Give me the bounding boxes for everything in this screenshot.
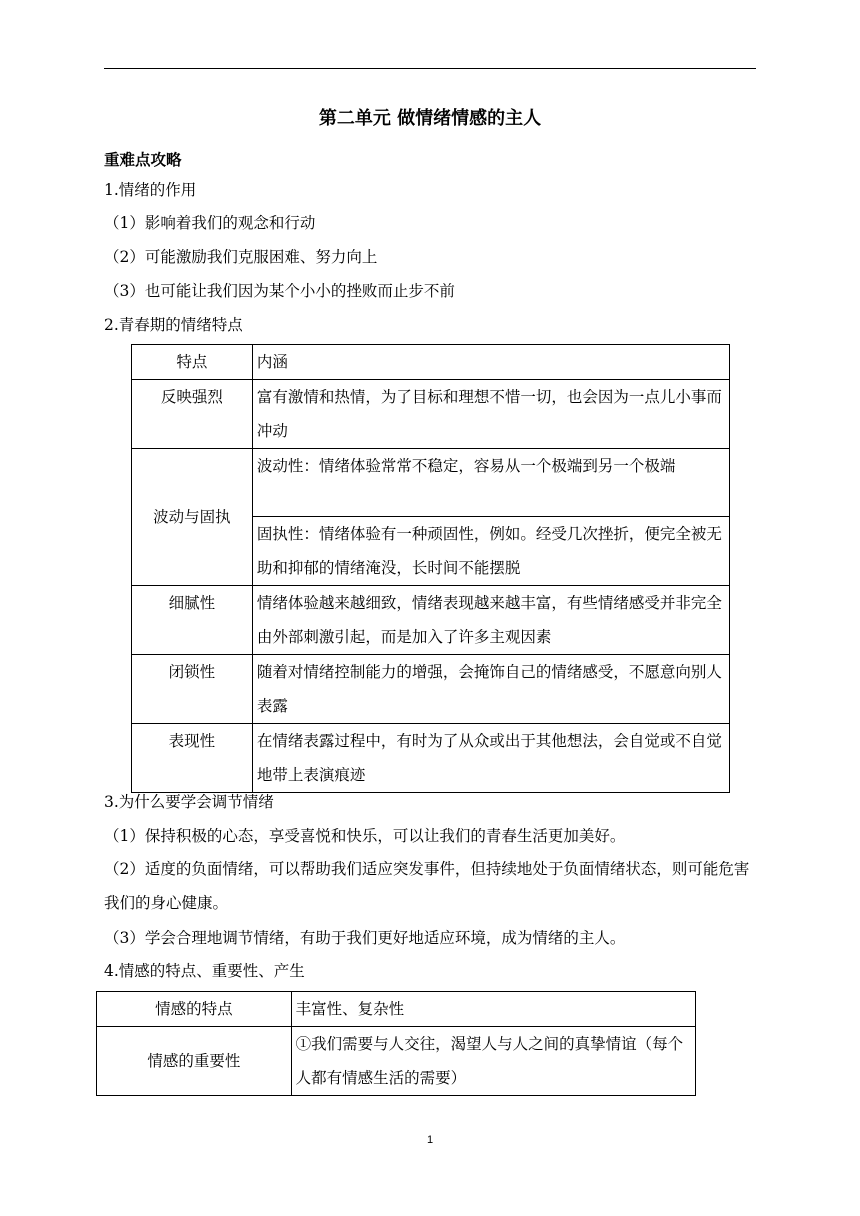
table-row — [132, 449, 730, 517]
page-title: 第二单元 做情绪情感的主人 — [318, 108, 542, 129]
s1-item: （1）影响着我们的观念和行动 — [104, 214, 316, 232]
table-row — [97, 992, 696, 1027]
trait-name-cell: 闭锁性 — [132, 655, 253, 724]
table-header-cell: 内涵 — [252, 345, 729, 380]
feelings-table — [96, 991, 696, 1096]
trait-name-cell: 反映强烈 — [132, 380, 253, 449]
table-row — [132, 380, 730, 449]
s3-item: （3）学会合理地调节情绪，有助于我们更好地适应环境，成为情绪的主人。 — [104, 929, 626, 947]
feeling-value-cell: 丰富性、复杂性 — [291, 992, 695, 1027]
trait-desc-cell: 波动性：情绪体验常常不稳定，容易从一个极端到另一个极端 — [252, 449, 729, 517]
trait-desc-cell: 情绪体验越来越细致，情绪表现越来越丰富，有些情绪感受并非完全由外部刺激引起，而是加入了许多主观因素 — [252, 586, 729, 655]
s1-heading: 1.情绪的作用 — [104, 181, 197, 199]
trait-name-cell: 波动与固执 — [132, 449, 253, 586]
trait-desc-cell: 富有激情和热情，为了目标和理想不惜一切，也会因为一点儿小事而冲动 — [252, 380, 729, 449]
table-row — [132, 655, 730, 724]
feeling-key-cell: 情感的重要性 — [97, 1027, 292, 1096]
table-row — [132, 724, 730, 793]
s1-item: （2）可能激励我们克服困难、努力向上 — [104, 248, 378, 266]
emotion-traits-table — [131, 344, 730, 793]
s3-heading: 3.为什么要学会调节情绪 — [104, 793, 274, 811]
section-heading: 重难点攻略 — [104, 150, 182, 169]
trait-desc-cell: 随着对情绪控制能力的增强，会掩饰自己的情绪感受，不愿意向别人表露 — [252, 655, 729, 724]
s1-item: （3）也可能让我们因为某个小小的挫败而止步不前 — [104, 282, 455, 300]
header-rule — [104, 68, 756, 69]
table-row — [132, 586, 730, 655]
feeling-value-cell: ①我们需要与人交往，渴望人与人之间的真挚情谊（每个人都有情感生活的需要） — [291, 1027, 695, 1096]
page-number: 1 — [426, 1134, 434, 1146]
s4-heading: 4.情感的特点、重要性、产生 — [104, 962, 305, 980]
s2-heading: 2.青春期的情绪特点 — [104, 316, 243, 334]
trait-name-cell: 表现性 — [132, 724, 253, 793]
table-header-row — [132, 345, 730, 380]
table-row — [97, 1027, 696, 1096]
s3-item: （1）保持积极的心态，享受喜悦和快乐，可以让我们的青春生活更加美好。 — [104, 827, 626, 845]
table-header-cell: 特点 — [132, 345, 253, 380]
feeling-key-cell: 情感的特点 — [97, 992, 292, 1027]
s3-item: （2）适度的负面情绪，可以帮助我们适应突发事件，但持续地处于负面情绪状态，则可能危害我们的身心健康。 — [104, 860, 750, 912]
trait-name-cell: 细腻性 — [132, 586, 253, 655]
trait-desc-cell: 固执性：情绪体验有一种顽固性，例如。经受几次挫折，便完全被无助和抑郁的情绪淹没，长时间不能摆脱 — [252, 517, 729, 586]
trait-desc-cell: 在情绪表露过程中，有时为了从众或出于其他想法，会自觉或不自觉地带上表演痕迹 — [252, 724, 729, 793]
